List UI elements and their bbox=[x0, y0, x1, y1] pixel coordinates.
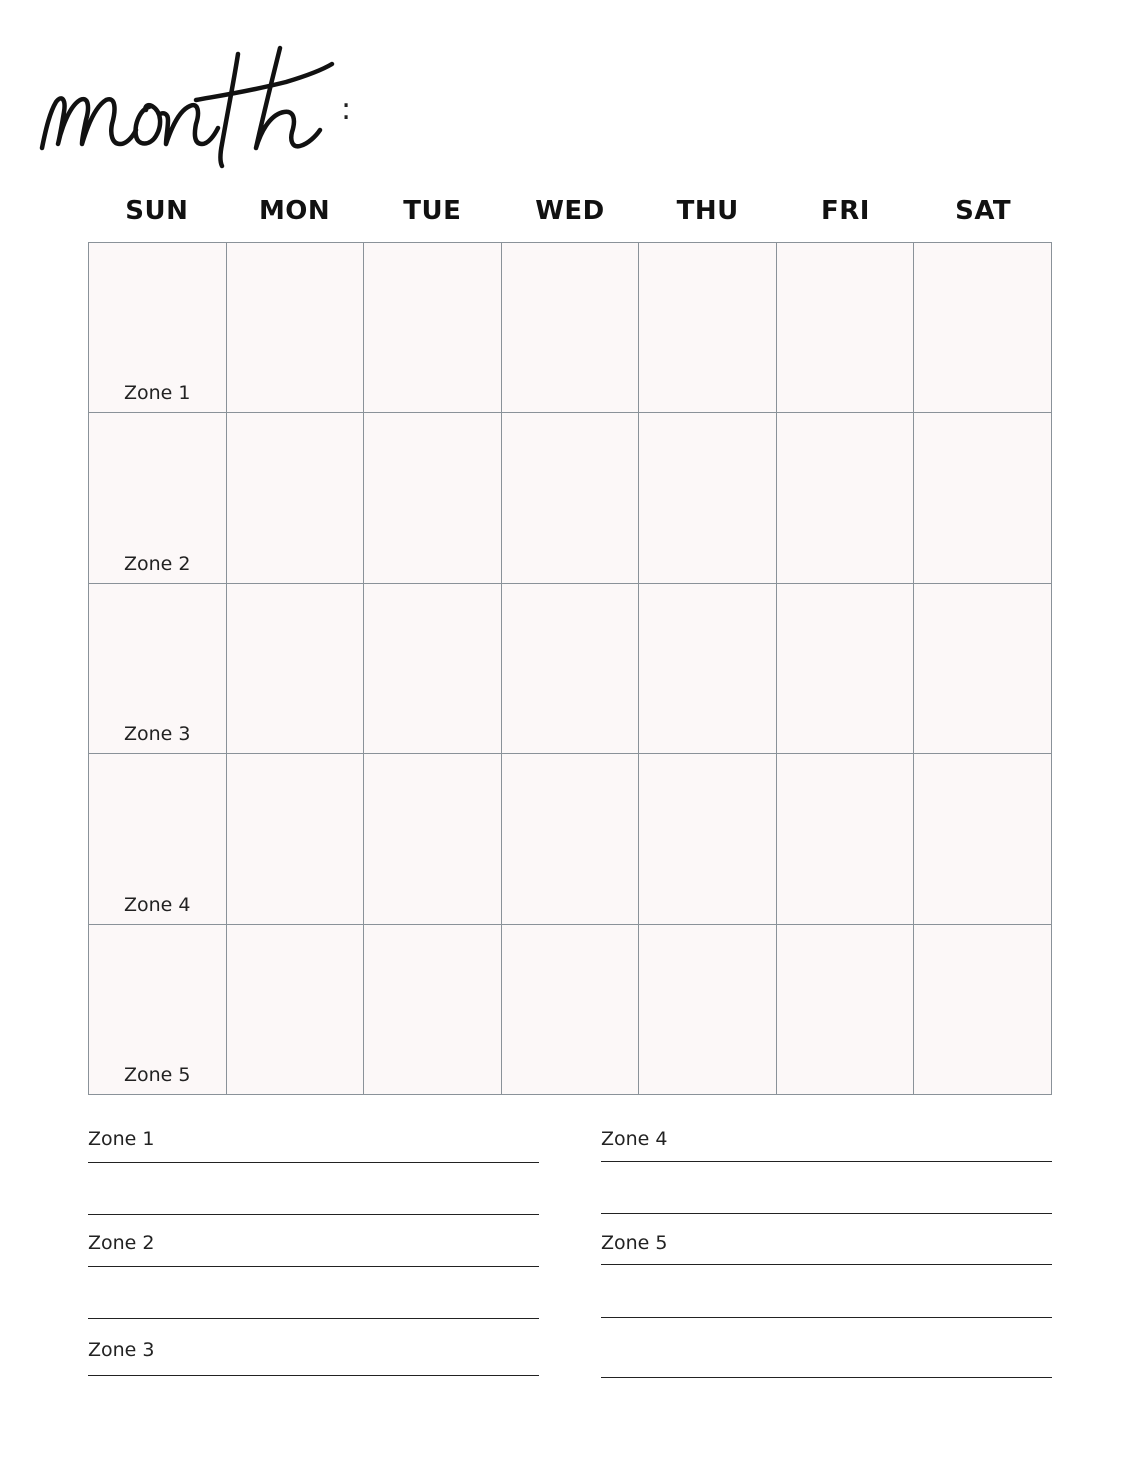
zone-label: Zone 2 bbox=[124, 552, 191, 575]
note-line[interactable] bbox=[601, 1213, 1052, 1214]
note-line[interactable] bbox=[88, 1375, 539, 1376]
zone-label: Zone 3 bbox=[124, 723, 191, 746]
note-line[interactable] bbox=[88, 1318, 539, 1319]
calendar-cell[interactable] bbox=[639, 754, 777, 924]
calendar-cell[interactable] bbox=[89, 584, 227, 754]
calendar-cell[interactable] bbox=[777, 754, 915, 924]
calendar-cell[interactable] bbox=[227, 925, 365, 1095]
calendar-cell[interactable] bbox=[777, 413, 915, 583]
calendar-cell[interactable] bbox=[364, 584, 502, 754]
weekday-wed: WED bbox=[535, 196, 605, 226]
calendar-cell[interactable] bbox=[914, 754, 1052, 924]
zone-notes bbox=[88, 1110, 1052, 1410]
weekday-sun: SUN bbox=[125, 196, 189, 226]
calendar-cell[interactable] bbox=[502, 413, 640, 583]
calendar-cell[interactable] bbox=[777, 243, 915, 413]
calendar-cell[interactable] bbox=[227, 243, 365, 413]
zone-label: Zone 4 bbox=[124, 893, 191, 916]
calendar-cell[interactable] bbox=[914, 925, 1052, 1095]
note-line[interactable] bbox=[88, 1214, 539, 1215]
note-label-zone-1: Zone 1 bbox=[88, 1128, 155, 1150]
month-script-lettering bbox=[36, 40, 366, 170]
zone-notes-right bbox=[601, 1110, 1052, 1410]
weekday-header bbox=[88, 196, 1052, 226]
note-line[interactable] bbox=[601, 1377, 1052, 1378]
weekday-fri: FRI bbox=[820, 196, 870, 226]
calendar-cell[interactable] bbox=[227, 413, 365, 583]
calendar-cell[interactable] bbox=[227, 754, 365, 924]
calendar-cell[interactable] bbox=[914, 584, 1052, 754]
calendar-cell[interactable] bbox=[502, 243, 640, 413]
month-title bbox=[36, 40, 366, 170]
weekday-sat: SAT bbox=[955, 196, 1012, 226]
title-separator: : bbox=[341, 92, 352, 127]
calendar-cell[interactable] bbox=[639, 925, 777, 1095]
weekday-tue: TUE bbox=[403, 196, 462, 226]
calendar-cell[interactable] bbox=[777, 925, 915, 1095]
weekday-mon: MON bbox=[258, 196, 331, 226]
calendar-cell[interactable] bbox=[89, 754, 227, 924]
calendar-cell[interactable] bbox=[364, 754, 502, 924]
calendar-cell[interactable] bbox=[639, 584, 777, 754]
zone-label: Zone 5 bbox=[124, 1063, 191, 1086]
calendar-cell[interactable] bbox=[89, 243, 227, 413]
note-line[interactable] bbox=[88, 1266, 539, 1267]
note-line[interactable] bbox=[601, 1161, 1052, 1162]
note-label-zone-3: Zone 3 bbox=[88, 1339, 155, 1361]
calendar-cell[interactable] bbox=[89, 925, 227, 1095]
calendar-cell[interactable] bbox=[89, 413, 227, 583]
note-line[interactable] bbox=[601, 1317, 1052, 1318]
weekday-thu: THU bbox=[676, 196, 739, 226]
zone-label: Zone 1 bbox=[124, 382, 191, 405]
note-label-zone-4: Zone 4 bbox=[601, 1128, 668, 1150]
calendar-cell[interactable] bbox=[502, 754, 640, 924]
calendar-cell[interactable] bbox=[227, 584, 365, 754]
note-line[interactable] bbox=[88, 1162, 539, 1163]
calendar-cell[interactable] bbox=[777, 584, 915, 754]
calendar-grid bbox=[88, 242, 1052, 1095]
calendar-cell[interactable] bbox=[914, 413, 1052, 583]
calendar-cell[interactable] bbox=[639, 243, 777, 413]
calendar-cell[interactable] bbox=[364, 925, 502, 1095]
calendar-cell[interactable] bbox=[502, 925, 640, 1095]
calendar-cell[interactable] bbox=[639, 413, 777, 583]
calendar-cell[interactable] bbox=[502, 584, 640, 754]
calendar-cell[interactable] bbox=[914, 243, 1052, 413]
zone-notes-left bbox=[88, 1110, 539, 1410]
note-line[interactable] bbox=[601, 1264, 1052, 1265]
note-label-zone-5: Zone 5 bbox=[601, 1232, 668, 1254]
calendar-cell[interactable] bbox=[364, 413, 502, 583]
note-label-zone-2: Zone 2 bbox=[88, 1232, 155, 1254]
calendar-cell[interactable] bbox=[364, 243, 502, 413]
